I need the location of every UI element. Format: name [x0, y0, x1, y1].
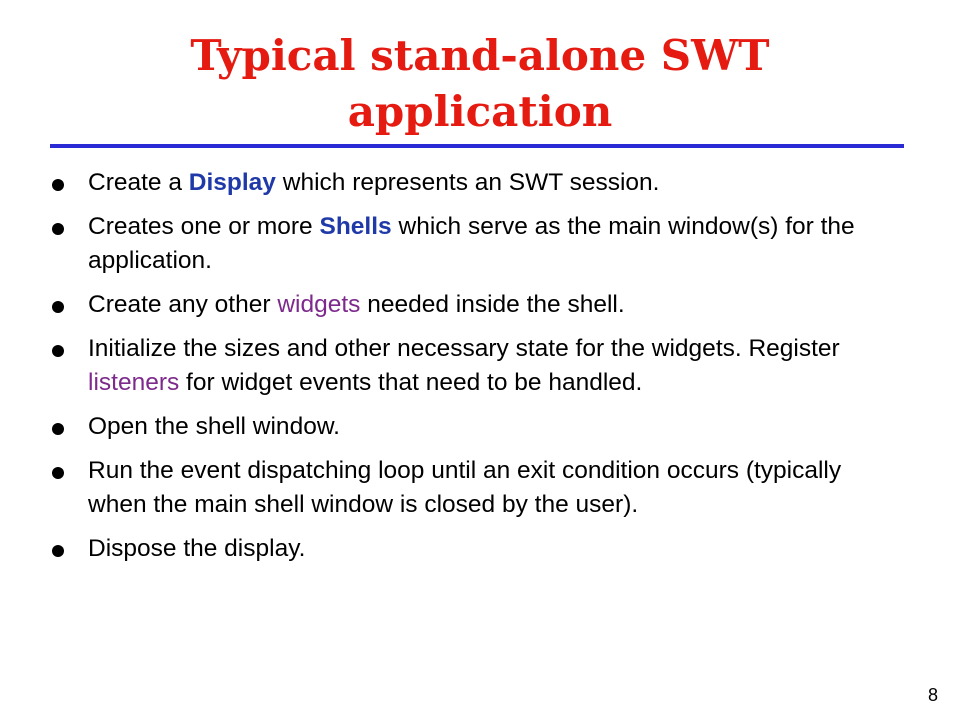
- bullet-dot-icon: [52, 423, 64, 435]
- title-divider: [50, 144, 904, 148]
- keyword-widgets: widgets: [277, 291, 361, 318]
- bullet-item-dispose: [52, 532, 902, 566]
- bullet-dot-icon: [52, 467, 64, 479]
- bullet-dot-icon: [52, 545, 64, 557]
- bullet-dot-icon: [52, 301, 64, 313]
- bullet-text: which serve as the main window(s) for the application.: [88, 213, 855, 274]
- bullet-text: Open the shell window.: [88, 413, 340, 440]
- bullet-text: Creates one or more: [88, 213, 320, 240]
- bullet-dot-icon: [52, 345, 64, 357]
- bullet-text: Run the event dispatching loop until an exit condition occurs (typically when the main shell window is closed by the user).: [88, 457, 842, 518]
- bullet-item-widgets: [52, 288, 902, 322]
- slide-title-line-2: application: [347, 87, 613, 136]
- bullet-text: for widget events that need to be handled.: [179, 369, 643, 396]
- bullet-text: which represents an SWT session.: [275, 169, 660, 196]
- bullet-text: Create any other: [88, 291, 278, 318]
- bullet-text: needed inside the shell.: [360, 291, 625, 318]
- bullet-item-event-loop: [52, 454, 902, 522]
- bullet-item-open-shell: [52, 410, 902, 444]
- slide-title: [60, 28, 900, 140]
- slide-title-line-1: Typical stand-alone SWT: [190, 31, 770, 80]
- bullet-item-shells: [52, 210, 902, 278]
- bullet-text: Create a: [88, 169, 189, 196]
- bullet-item-display: [52, 166, 902, 200]
- bullet-dot-icon: [52, 223, 64, 235]
- keyword-listeners: listeners: [88, 369, 180, 396]
- bullet-text: Initialize the sizes and other necessary state for the widgets. Register: [88, 335, 840, 362]
- keyword-shells: Shells: [319, 213, 392, 240]
- bullet-text: Dispose the display.: [88, 535, 306, 562]
- bullet-item-initialize: [52, 332, 902, 400]
- page-number: 8: [927, 685, 938, 705]
- keyword-display: Display: [188, 169, 276, 196]
- bullet-list: [52, 166, 902, 576]
- bullet-dot-icon: [52, 179, 64, 191]
